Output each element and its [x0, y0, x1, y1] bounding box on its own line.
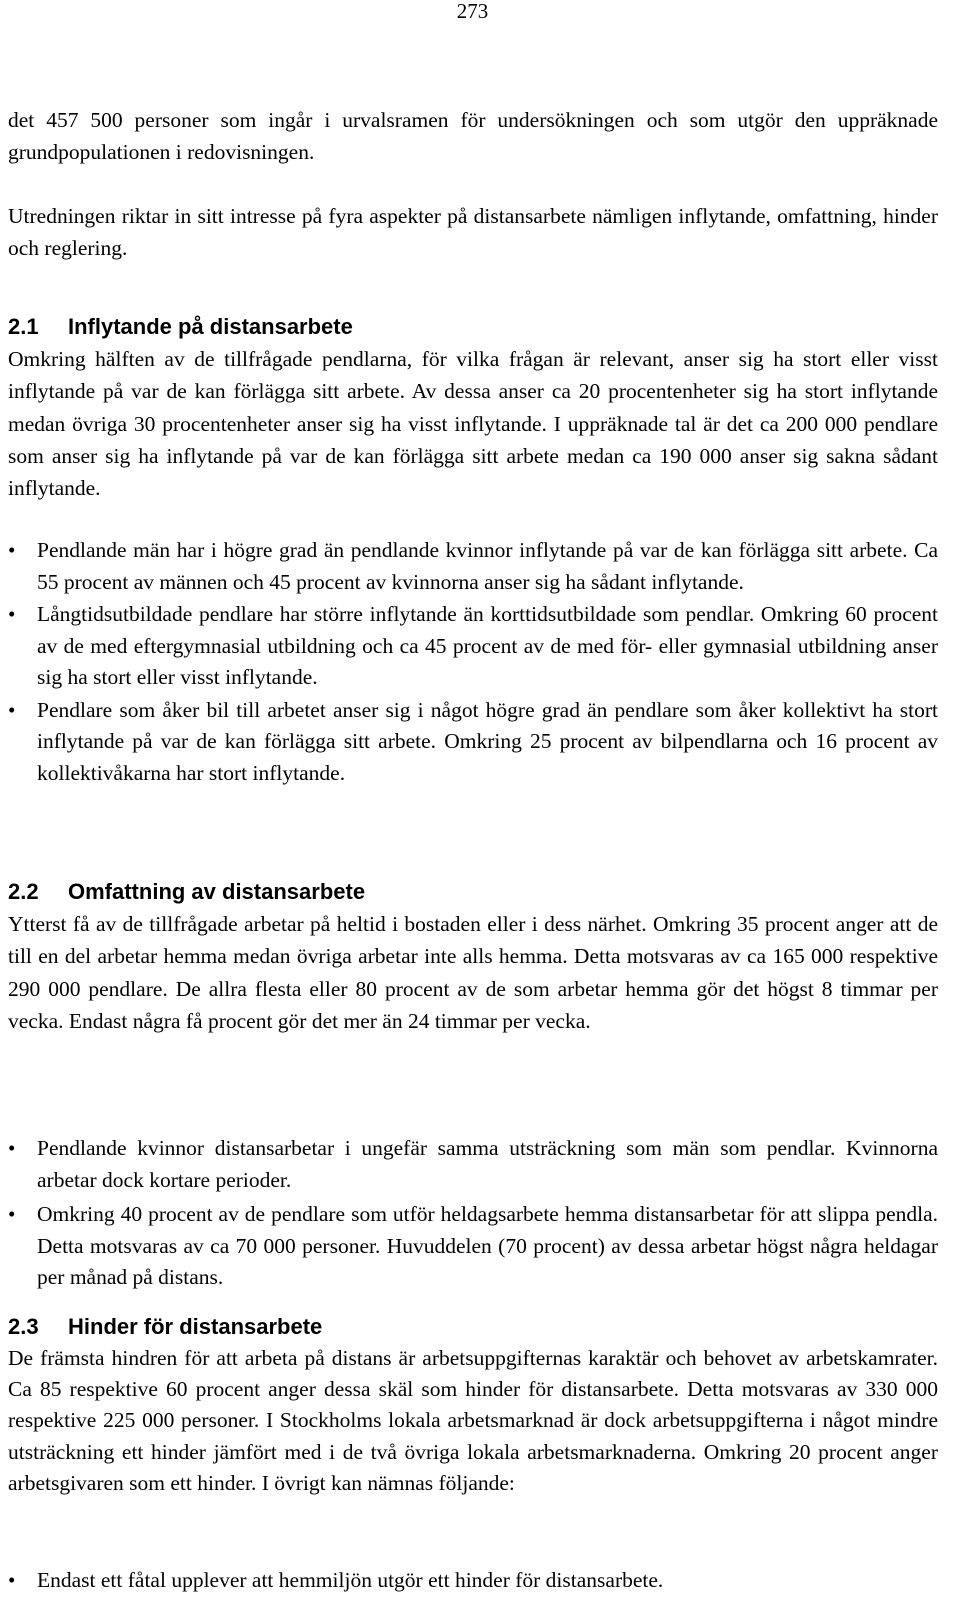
section-heading-2-1	[8, 311, 938, 343]
bullet-item	[8, 535, 938, 598]
bullet-item	[8, 1133, 938, 1196]
section-heading-2-3	[8, 1311, 938, 1343]
bullet-icon: •	[8, 697, 16, 722]
bullet-item	[8, 1565, 938, 1597]
intro-paragraph-1: det 457 500 personer som ingår i urvalsramen för undersökningen och som utgör den uppräknade grundpopulationen i redovisningen.	[8, 108, 938, 165]
bullet-item	[8, 695, 938, 790]
bullet-list-2-2	[8, 1133, 938, 1294]
bullet-list-2-3	[8, 1565, 938, 1597]
bullet-icon: •	[8, 1202, 16, 1226]
bullet-icon: •	[8, 538, 16, 562]
section-title: Inflytande på distansarbete	[68, 314, 353, 339]
section-heading-2-2	[8, 876, 938, 908]
section-number: 2.3	[8, 1314, 39, 1339]
bullet-text: Pendlande kvinnor distansarbetar i ungefär samma utsträckning som män som pendlar. Kvinnorna arbetar dock kortare perioder.	[37, 1136, 938, 1192]
bullet-text: Pendlare som åker bil till arbetet anser sig i något högre grad än pendlare som åker kollektivt ha stort inflytande på var de kan förlägga sitt arbete. Omkring 25 procent av bilpendlarna och 16 procent av kollektivåkarna har stort inflytande.	[37, 697, 938, 785]
page-number: 273	[456, 0, 489, 23]
section-title: Hinder för distansarbete	[68, 1314, 323, 1339]
section-title: Omfattning av distansarbete	[68, 879, 366, 904]
bullet-item	[8, 1199, 938, 1294]
section-2-3	[8, 1311, 938, 1499]
intro-paragraph-2: Utredningen riktar in sitt intresse på fyra aspekter på distansarbete nämligen inflytande, omfattning, hinder och reglering.	[8, 204, 938, 261]
bullet-text: Långtidsutbildade pendlare har större inflytande än korttidsutbildade som pendlar. Omkring 60 procent av de med eftergymnasial utbildning och ca 45 procent av de med för- eller gymnasial utbildning anser sig ha stort eller visst inflytande.	[37, 602, 938, 689]
bullet-text: Omkring 40 procent av de pendlare som utför heldagsarbete hemma distansarbetar för att slippa pendla. Detta motsvaras av ca 70 000 personer. Huvuddelen (70 procent) av dessa arbetar högst några heldagar per månad på distans.	[37, 1202, 938, 1289]
section-2-1	[8, 311, 938, 504]
section-body: Ytterst få av de tillfrågade arbetar på heltid i bostaden eller i dess närhet. Omkring 35 procent anger att de till en del arbetar hemma medan övriga arbetar inte alls hemma. Detta motsvaras av ca 165 000 respektive 290 000 pendlare. De allra flesta eller 80 procent av de som arbetar hemma gör det högst 8 timmar per vecka. Endast några få procent gör det mer än 24 timmar per vecka.	[8, 912, 938, 1033]
section-body: Omkring hälften av de tillfrågade pendlarna, för vilka frågan är relevant, anser sig ha stort eller visst inflytande på var de kan förlägga sitt arbete. Av dessa anser ca 20 procentenheter sig ha stort inflytande medan övriga 30 procentenheter anser sig ha visst inflytande. I uppräknade tal är det ca 200 000 pendlare som anser sig ha inflytande på var de kan förlägga sitt arbete medan ca 190 000 anser sig sakna sådant inflytande.	[8, 347, 938, 501]
section-2-2	[8, 876, 938, 1037]
bullet-text: Pendlande män har i högre grad än pendlande kvinnor inflytande på var de kan förlägga sitt arbete. Ca 55 procent av männen och 45 procent av kvinnorna anser sig ha sådant inflytande.	[37, 538, 938, 594]
section-body: De främsta hindren för att arbeta på distans är arbetsuppgifternas karaktär och behovet av arbetskamrater. Ca 85 respektive 60 procent anger dessa skäl som hinder för distansarbete. Detta motsvaras av 330 000 respektive 225 000 personer. I Stockholms lokala arbetsmarknad är dock arbetsuppgifterna i något mindre utsträckning ett hinder jämfört med i de två övriga lokala arbetsmarknaderna. Omkring 20 procent anger arbetsgivaren som ett hinder. I övrigt kan nämnas följande:	[8, 1346, 938, 1495]
bullet-text: Endast ett fåtal upplever att hemmiljön utgör ett hinder för distansarbete.	[37, 1568, 664, 1592]
section-number: 2.1	[8, 314, 39, 339]
bullet-icon: •	[8, 1568, 16, 1592]
section-number: 2.2	[8, 879, 39, 904]
bullet-icon: •	[8, 602, 16, 626]
bullet-list-2-1	[8, 535, 938, 789]
bullet-item	[8, 599, 938, 694]
bullet-icon: •	[8, 1136, 16, 1160]
